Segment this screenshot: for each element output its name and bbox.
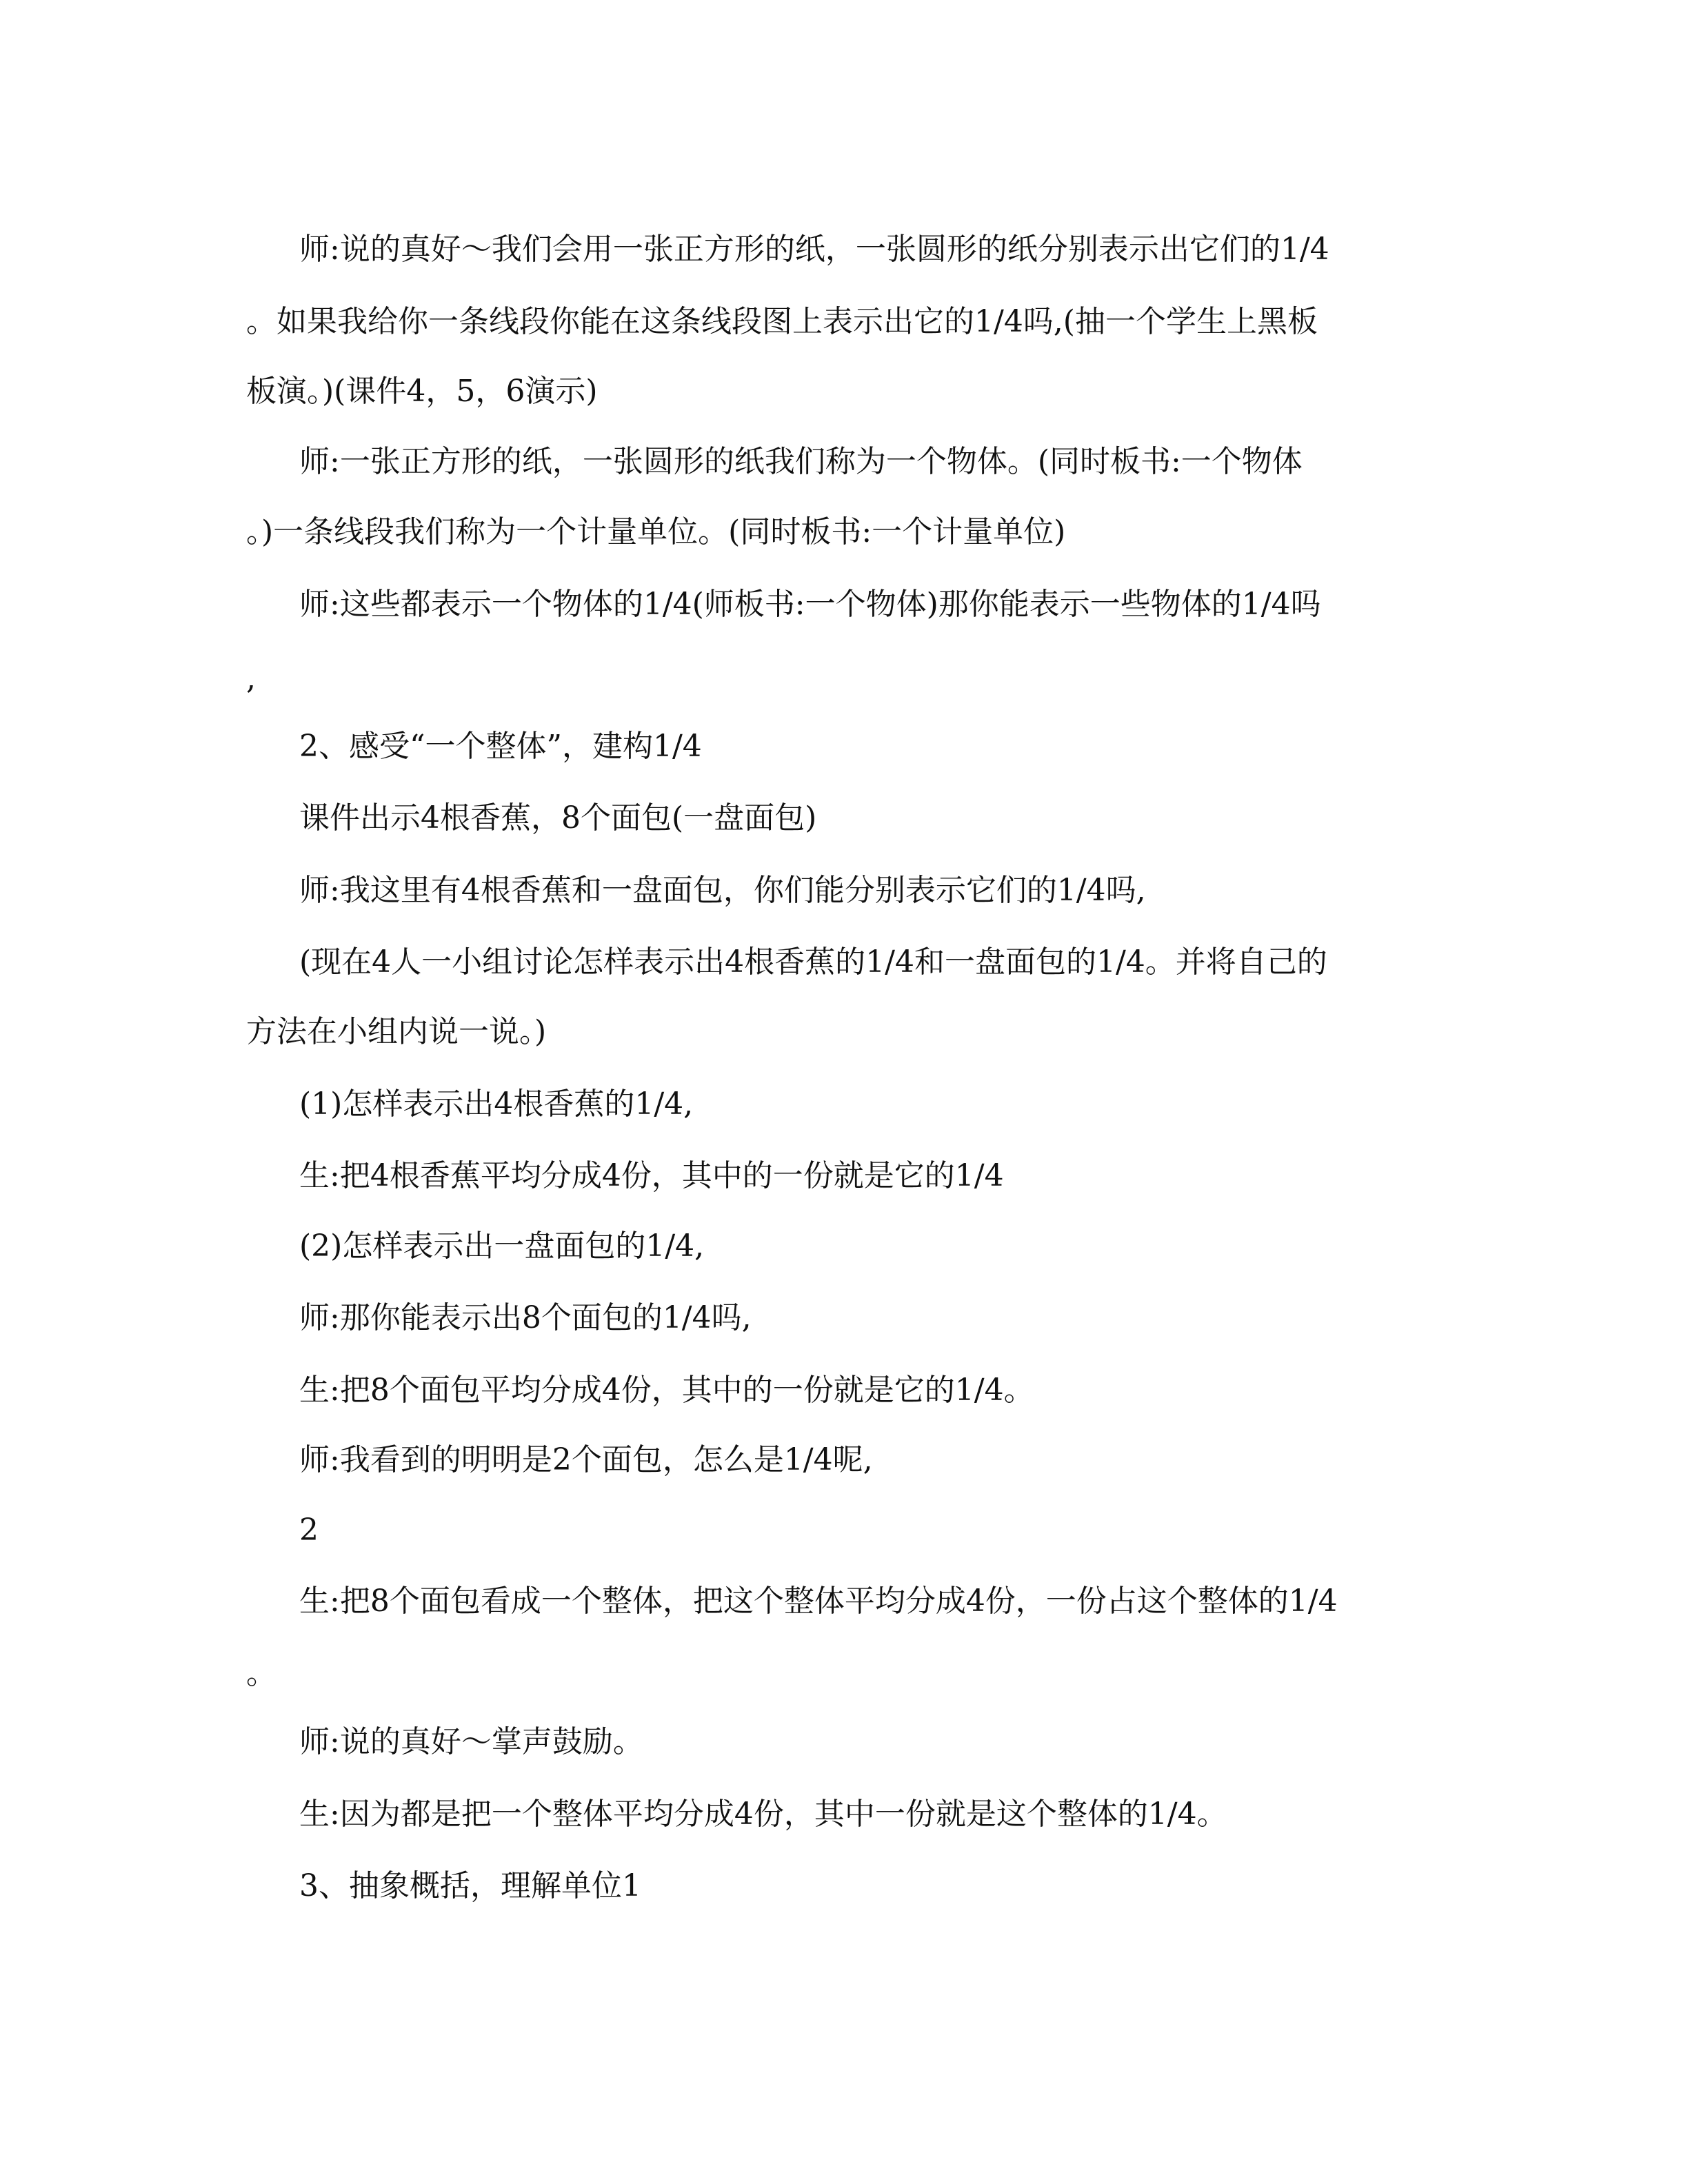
text-line: 师:一张正方形的纸，一张圆形的纸我们称为一个物体。(同时板书:一个物体	[299, 444, 1303, 479]
page-number: 2	[299, 1513, 319, 1548]
text-line: 板演。)(课件4，5，6演示)	[246, 374, 598, 409]
text-line: 生:把8个面包平均分成4份，其中的一份就是它的1/4。	[299, 1373, 1034, 1408]
text-line: 生:因为都是把一个整体平均分成4份，其中一份就是这个整体的1/4。	[299, 1797, 1227, 1832]
section-heading: 3、抽象概括，理解单位1	[299, 1868, 641, 1903]
text-line: (现在4人一小组讨论怎样表示出4根香蕉的1/4和一盘面包的1/4。并将自己的	[299, 944, 1327, 980]
text-line: 。	[246, 1656, 277, 1691]
text-line: 师:那你能表示出8个面包的1/4吗,	[299, 1300, 752, 1335]
text-line: 。如果我给你一条线段你能在这条线段图上表示出它的1/4吗,(抽一个学生上黑板	[246, 304, 1318, 339]
text-line: 师:这些都表示一个物体的1/4(师板书:一个物体)那你能表示一些物体的1/4吗	[299, 587, 1321, 622]
text-line: 生:把4根香蕉平均分成4份，其中的一份就是它的1/4	[299, 1158, 1004, 1193]
text-line: (2)怎样表示出一盘面包的1/4,	[299, 1228, 705, 1264]
text-line: 师:说的真好～掌声鼓励。	[299, 1724, 643, 1759]
text-line: 方法在小组内说一说。)	[246, 1014, 547, 1049]
text-line: ,	[246, 661, 256, 696]
text-line: (1)怎样表示出4根香蕉的1/4,	[299, 1086, 694, 1122]
text-line: 生:把8个面包看成一个整体，把这个整体平均分成4份，一份占这个整体的1/4	[299, 1584, 1338, 1619]
section-heading: 2、感受“一个整体”，建构1/4	[299, 729, 702, 764]
text-line: 师:说的真好～我们会用一张正方形的纸，一张圆形的纸分别表示出它们的1/4	[299, 232, 1329, 267]
text-line: 师:我这里有4根香蕉和一盘面包，你们能分别表示它们的1/4吗,	[299, 873, 1146, 908]
text-line: 师:我看到的明明是2个面包，怎么是1/4呢,	[299, 1442, 873, 1477]
text-line: 课件出示4根香蕉，8个面包(一盘面包)	[299, 800, 817, 836]
text-line: 。)一条线段我们称为一个计量单位。(同时板书:一个计量单位)	[246, 514, 1066, 549]
